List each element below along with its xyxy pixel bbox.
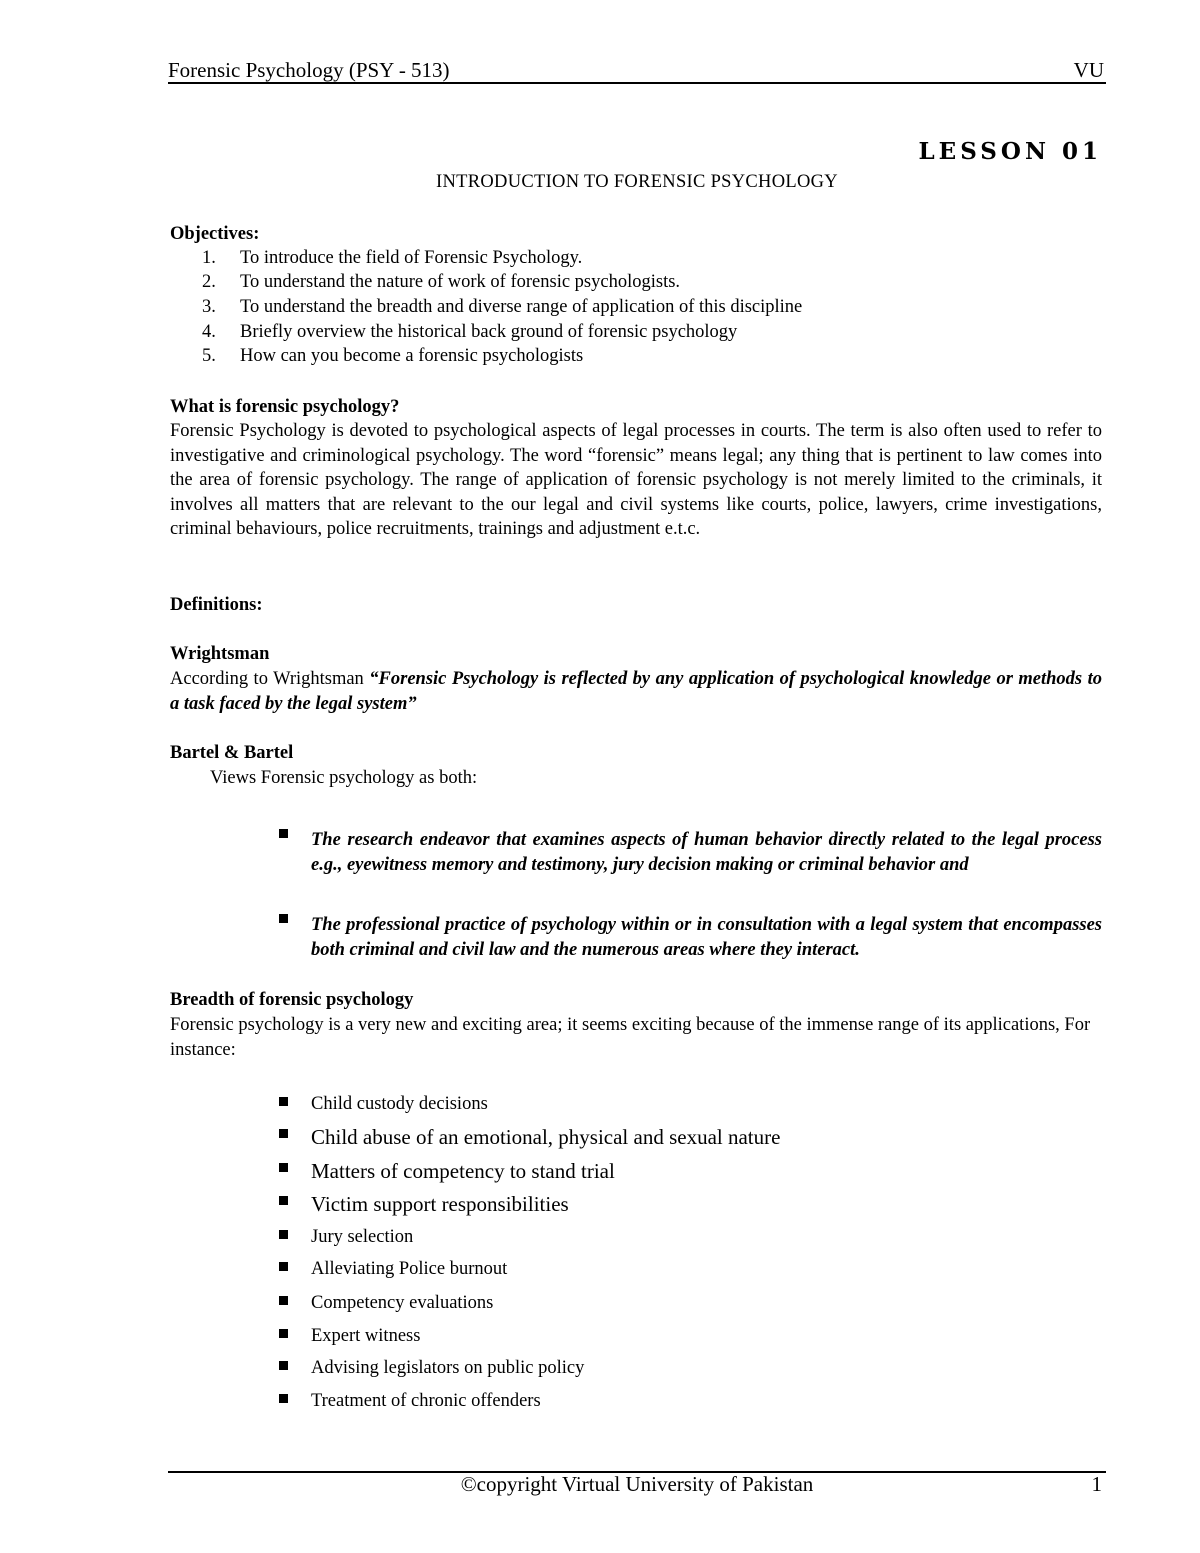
wrightsman-heading: Wrightsman: [170, 644, 270, 664]
wrightsman-definition: [170, 667, 1102, 716]
wrightsman-intro: According to Wrightsman: [170, 669, 370, 689]
objective-number: 1.: [202, 248, 216, 268]
square-bullet-icon: [279, 1329, 288, 1338]
objective-number: 3.: [202, 297, 216, 317]
definitions-heading: Definitions:: [170, 595, 263, 615]
what-is-heading: What is forensic psychology?: [170, 397, 400, 417]
breadth-heading: Breadth of forensic psychology: [170, 990, 414, 1010]
objective-number: 4.: [202, 322, 216, 342]
page-title: INTRODUCTION TO FORENSIC PSYCHOLOGY: [436, 172, 838, 192]
what-is-body: Forensic Psychology is devoted to psychological aspects of legal processes in courts. The term is also often used to refer to investigative and criminological psychology. The word “forensic” means legal; any thing that is pertinent to law comes into the area of forensic psychology. The range of application of forensic psychology is not merely limited to the criminals, it involves all matters that are relevant to the our legal and civil systems like courts, police, lawyers, crime investigations, criminal behaviours, police recruitments, trainings and adjustment e.t.c.: [170, 421, 1102, 539]
breadth-item: Advising legislators on public policy: [311, 1358, 585, 1378]
objective-item: Briefly overview the historical back ground of forensic psychology: [240, 322, 738, 342]
lesson-label: LESSON 01: [918, 138, 1102, 165]
footer-copyright: ©copyright Virtual University of Pakistan: [460, 1472, 814, 1496]
square-bullet-icon: [279, 1230, 288, 1239]
bartel-item: The professional practice of psychology within or in consultation with a legal system that encompasses both criminal and civil law and the numerous areas where they interact.: [311, 915, 1102, 960]
breadth-item: Child abuse of an emotional, physical and sexual nature: [311, 1125, 781, 1149]
breadth-item: Expert witness: [311, 1326, 421, 1346]
square-bullet-icon: [279, 1296, 288, 1305]
objective-number: 2.: [202, 272, 216, 292]
breadth-item: Victim support responsibilities: [311, 1192, 569, 1216]
bartel-intro: Views Forensic psychology as both:: [210, 768, 478, 788]
objective-item: To understand the nature of work of forensic psychologists.: [240, 272, 681, 292]
objective-item: To understand the breadth and diverse range of application of this discipline: [240, 297, 803, 317]
breadth-item: Jury selection: [311, 1227, 414, 1247]
square-bullet-icon: [279, 1097, 288, 1106]
header-divider: [168, 82, 1106, 84]
objective-item: To introduce the field of Forensic Psychology.: [240, 248, 583, 268]
wrightsman-quote: “Forensic Psychology is reflected by any application of psychological knowledge or methods to a task faced by the legal system”: [170, 669, 1102, 714]
objective-number: 5.: [202, 346, 216, 366]
square-bullet-icon: [279, 1129, 288, 1138]
square-bullet-icon: [279, 1394, 288, 1403]
breadth-item: Treatment of chronic offenders: [311, 1391, 541, 1411]
breadth-item: Alleviating Police burnout: [311, 1259, 508, 1279]
breadth-item: Matters of competency to stand trial: [311, 1159, 615, 1183]
header-course-title: Forensic Psychology (PSY - 513): [168, 58, 450, 82]
square-bullet-icon: [279, 1196, 288, 1205]
bartel-heading: Bartel & Bartel: [170, 743, 294, 763]
square-bullet-icon: [279, 1262, 288, 1271]
square-bullet-icon: [279, 829, 288, 838]
square-bullet-icon: [279, 914, 288, 923]
header-vu-label: VU: [1073, 58, 1104, 82]
breadth-item: Child custody decisions: [311, 1094, 488, 1114]
breadth-item: Competency evaluations: [311, 1293, 494, 1313]
bartel-item: The research endeavor that examines aspects of human behavior directly related to the legal process e.g., eyewitness memory and testimony, jury decision making or criminal behavior and: [311, 830, 1102, 875]
objectives-heading: Objectives:: [170, 224, 260, 244]
objective-item: How can you become a forensic psychologists: [240, 346, 584, 366]
page-number: 1: [1091, 1472, 1102, 1496]
breadth-body: Forensic psychology is a very new and exciting area; it seems exciting because of the immense range of its applications, For instance:: [170, 1015, 1091, 1060]
square-bullet-icon: [279, 1361, 288, 1370]
square-bullet-icon: [279, 1163, 288, 1172]
